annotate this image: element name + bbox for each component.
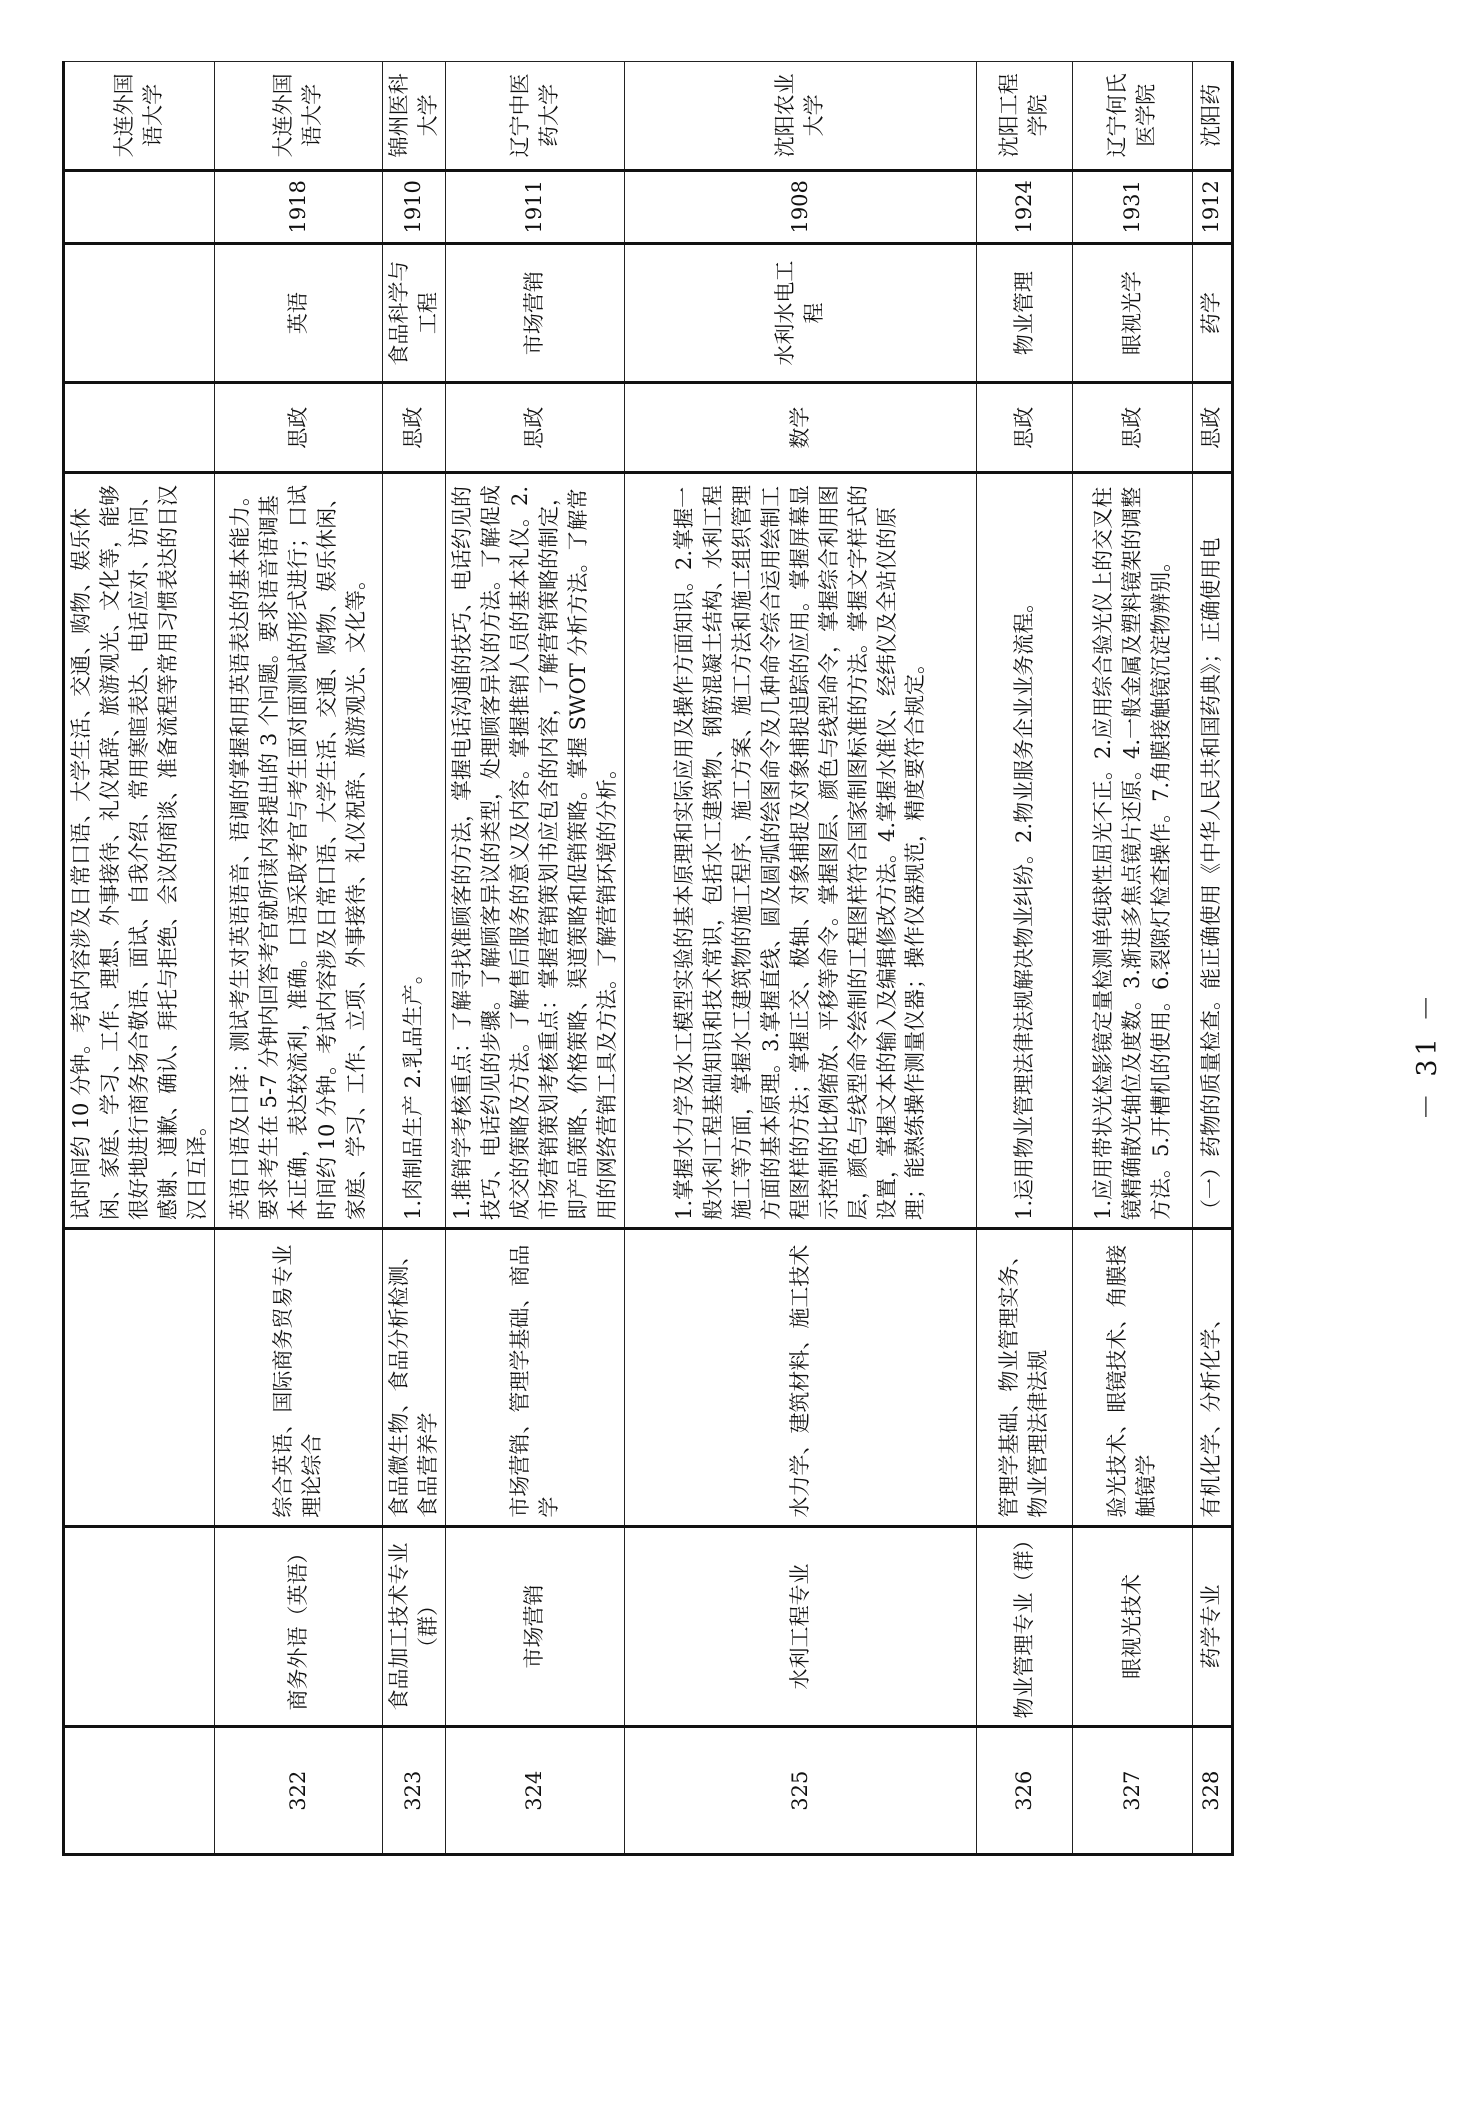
target-major-cell — [64, 243, 215, 382]
row-number: 322 — [214, 1727, 382, 1855]
table-row — [64, 62, 215, 1855]
table-row — [624, 62, 976, 1855]
target-major-cell: 英语 — [214, 243, 382, 382]
table-row — [214, 62, 382, 1855]
year-cell: 1912 — [1192, 170, 1232, 243]
year-cell: 1911 — [445, 170, 624, 243]
major-cell: 眼视光技术 — [1072, 1526, 1192, 1727]
major-cell: 商务外语（英语） — [214, 1526, 382, 1727]
subject-cell: 思政 — [976, 383, 1072, 473]
major-cell: 水利工程专业 — [624, 1526, 976, 1727]
courses-cell: 有机化学、分析化学、 — [1192, 1229, 1232, 1527]
content-cell: 1.推销学考核重点：了解寻找准顾客的方法，掌握电话沟通的技巧、电话约见的技巧、电话约见的步骤。了解顾客异议的类型，处理顾客异议的方法。了解促成成交的策略及方法。了解售后服务的意义及内容。掌握推销人员的基本礼仪。2.市场营销策划考核重点：掌握营销策划书应包含的内容，了解营销策略的制定，即产品策略、价格策略、渠道策略和促销策略。掌握 SWOT 分析方法。了解常用的网络营销工具及方法。了解营销环境的分析。 — [445, 473, 624, 1229]
year-cell: 1931 — [1072, 170, 1192, 243]
page-number: － 31 － — [1412, 990, 1443, 1121]
content-cell: 英语口语及口译：测试考生对英语语音、语调的掌握和用英语表达的基本能力。要求考生在 5-7 分钟内回答考官就所读内容提出的 3 个问题。要求语音语调基本正确，表达较流利，准确。口语采取考官与考生面对面测试的形式进行；口试时间约 10 分钟。考试内容涉及日常口语、大学生活、交通、购物、娱乐休闲、家庭、学习、工作、立项、外事接待、礼仪祝辞、旅游观光、文化等。 — [214, 473, 382, 1229]
school-cell: 沈阳药 — [1192, 62, 1232, 171]
target-major-cell: 物业管理 — [976, 243, 1072, 382]
content-cell: 1.应用带状光检影镜定量检测单纯球性屈光不正。2.应用综合验光仪上的交叉柱镜精确散光轴位及度数。3.渐进多焦点镜片还原。4.一般金属及塑料镜架的调整方法。5.开槽机的使用。6.裂隙灯检查操作。7.角膜接触镜沉淀物辨别。 — [1072, 473, 1192, 1229]
row-number: 324 — [445, 1727, 624, 1855]
major-cell: 市场营销 — [445, 1526, 624, 1727]
target-major-cell: 药学 — [1192, 243, 1232, 382]
admission-table — [62, 61, 1234, 1856]
row-number: 328 — [1192, 1727, 1232, 1855]
year-cell: 1910 — [382, 170, 445, 243]
subject-cell: 数学 — [624, 383, 976, 473]
major-cell — [64, 1526, 215, 1727]
row-number: 325 — [624, 1727, 976, 1855]
row-number: 326 — [976, 1727, 1072, 1855]
school-cell: 大连外国语大学 — [214, 62, 382, 171]
major-cell: 物业管理专业（群） — [976, 1526, 1072, 1727]
year-cell: 1924 — [976, 170, 1072, 243]
table-row — [1072, 62, 1192, 1855]
content-cell: 1.运用物业管理法律法规解决物业纠纷。2.物业服务企业业务流程。 — [976, 473, 1072, 1229]
year-cell — [64, 170, 215, 243]
school-cell: 沈阳工程学院 — [976, 62, 1072, 171]
school-cell: 辽宁中医药大学 — [445, 62, 624, 171]
content-cell: 1.掌握水力学及水工模型实验的基本原理和实际应用及操作方面知识。2.掌握一般水利工程基础知识和技术常识，包括水工建筑物、钢筋混凝土结构、水利工程施工等方面，掌握水工建筑物的施工程序、施工方案、施工方法和施工组织管理方面的基本原理。3.掌握直线、圆及圆弧的绘图命令及几种命令综合运用绘制工程图样的方法；掌握正交、极轴、对象捕捉及对象捕捉追踪的应用。掌握屏幕显示控制的比例缩放、平移等命令。掌握图层、颜色与线型命令，掌握综合利用图层，颜色与线型命令绘制的工程图样符合国家制图标准的方法。掌握文字样式的设置，掌握文本的输入及编辑修改方法。4.掌握水准仪、经纬仪及全站仪的原理；能熟练操作测量仪器；操作仪器规范，精度要符合规定。 — [624, 473, 976, 1229]
major-cell: 药学专业 — [1192, 1526, 1232, 1727]
subject-cell: 思政 — [214, 383, 382, 473]
table-row — [382, 62, 445, 1855]
year-cell: 1908 — [624, 170, 976, 243]
subject-cell — [64, 383, 215, 473]
courses-cell: 验光技术、眼镜技术、角膜接触镜学 — [1072, 1229, 1192, 1527]
courses-cell: 综合英语、国际商务贸易专业理论综合 — [214, 1229, 382, 1527]
content-cell: （一）药物的质量检查。能正确使用《中华人民共和国药典》；正确使用电 — [1192, 473, 1232, 1229]
target-major-cell: 市场营销 — [445, 243, 624, 382]
content-cell: 试时间约 10 分钟。考试内容涉及日常口语、大学生活、交通、购物、娱乐休闲、家庭、学习、工作、理想、外事接待、礼仪祝辞、旅游观光、文化等，能够很好地进行商务场合敬语、面试、自我介绍、常用寒暄表达、电话应对、访问、感谢、道歉、确认、拜托与拒绝、会议的商谈、准备流程等常用习惯表达的日汉汉日互译。 — [64, 473, 215, 1229]
year-cell: 1918 — [214, 170, 382, 243]
subject-cell: 思政 — [1072, 383, 1192, 473]
row-number: 327 — [1072, 1727, 1192, 1855]
subject-cell: 思政 — [1192, 383, 1232, 473]
courses-cell: 食品微生物、食品分析检测、食品营养学 — [382, 1229, 445, 1527]
school-cell: 沈阳农业大学 — [624, 62, 976, 171]
table-row — [1192, 62, 1232, 1855]
target-major-cell: 眼视光学 — [1072, 243, 1192, 382]
courses-cell: 水力学、建筑材料、施工技术 — [624, 1229, 976, 1527]
major-cell: 食品加工技术专业（群） — [382, 1526, 445, 1727]
row-number — [64, 1727, 215, 1855]
school-cell: 辽宁何氏医学院 — [1072, 62, 1192, 171]
table-row — [976, 62, 1072, 1855]
content-cell: 1.肉制品生产 2.乳品生产。 — [382, 473, 445, 1229]
courses-cell — [64, 1229, 215, 1527]
school-cell: 锦州医科大学 — [382, 62, 445, 171]
courses-cell: 市场营销、管理学基础、商品学 — [445, 1229, 624, 1527]
subject-cell: 思政 — [445, 383, 624, 473]
subject-cell: 思政 — [382, 383, 445, 473]
row-number: 323 — [382, 1727, 445, 1855]
courses-cell: 管理学基础、物业管理实务、物业管理法律法规 — [976, 1229, 1072, 1527]
target-major-cell: 水利水电工程 — [624, 243, 976, 382]
table-row — [445, 62, 624, 1855]
school-cell: 大连外国语大学 — [64, 62, 215, 171]
target-major-cell: 食品科学与工程 — [382, 243, 445, 382]
